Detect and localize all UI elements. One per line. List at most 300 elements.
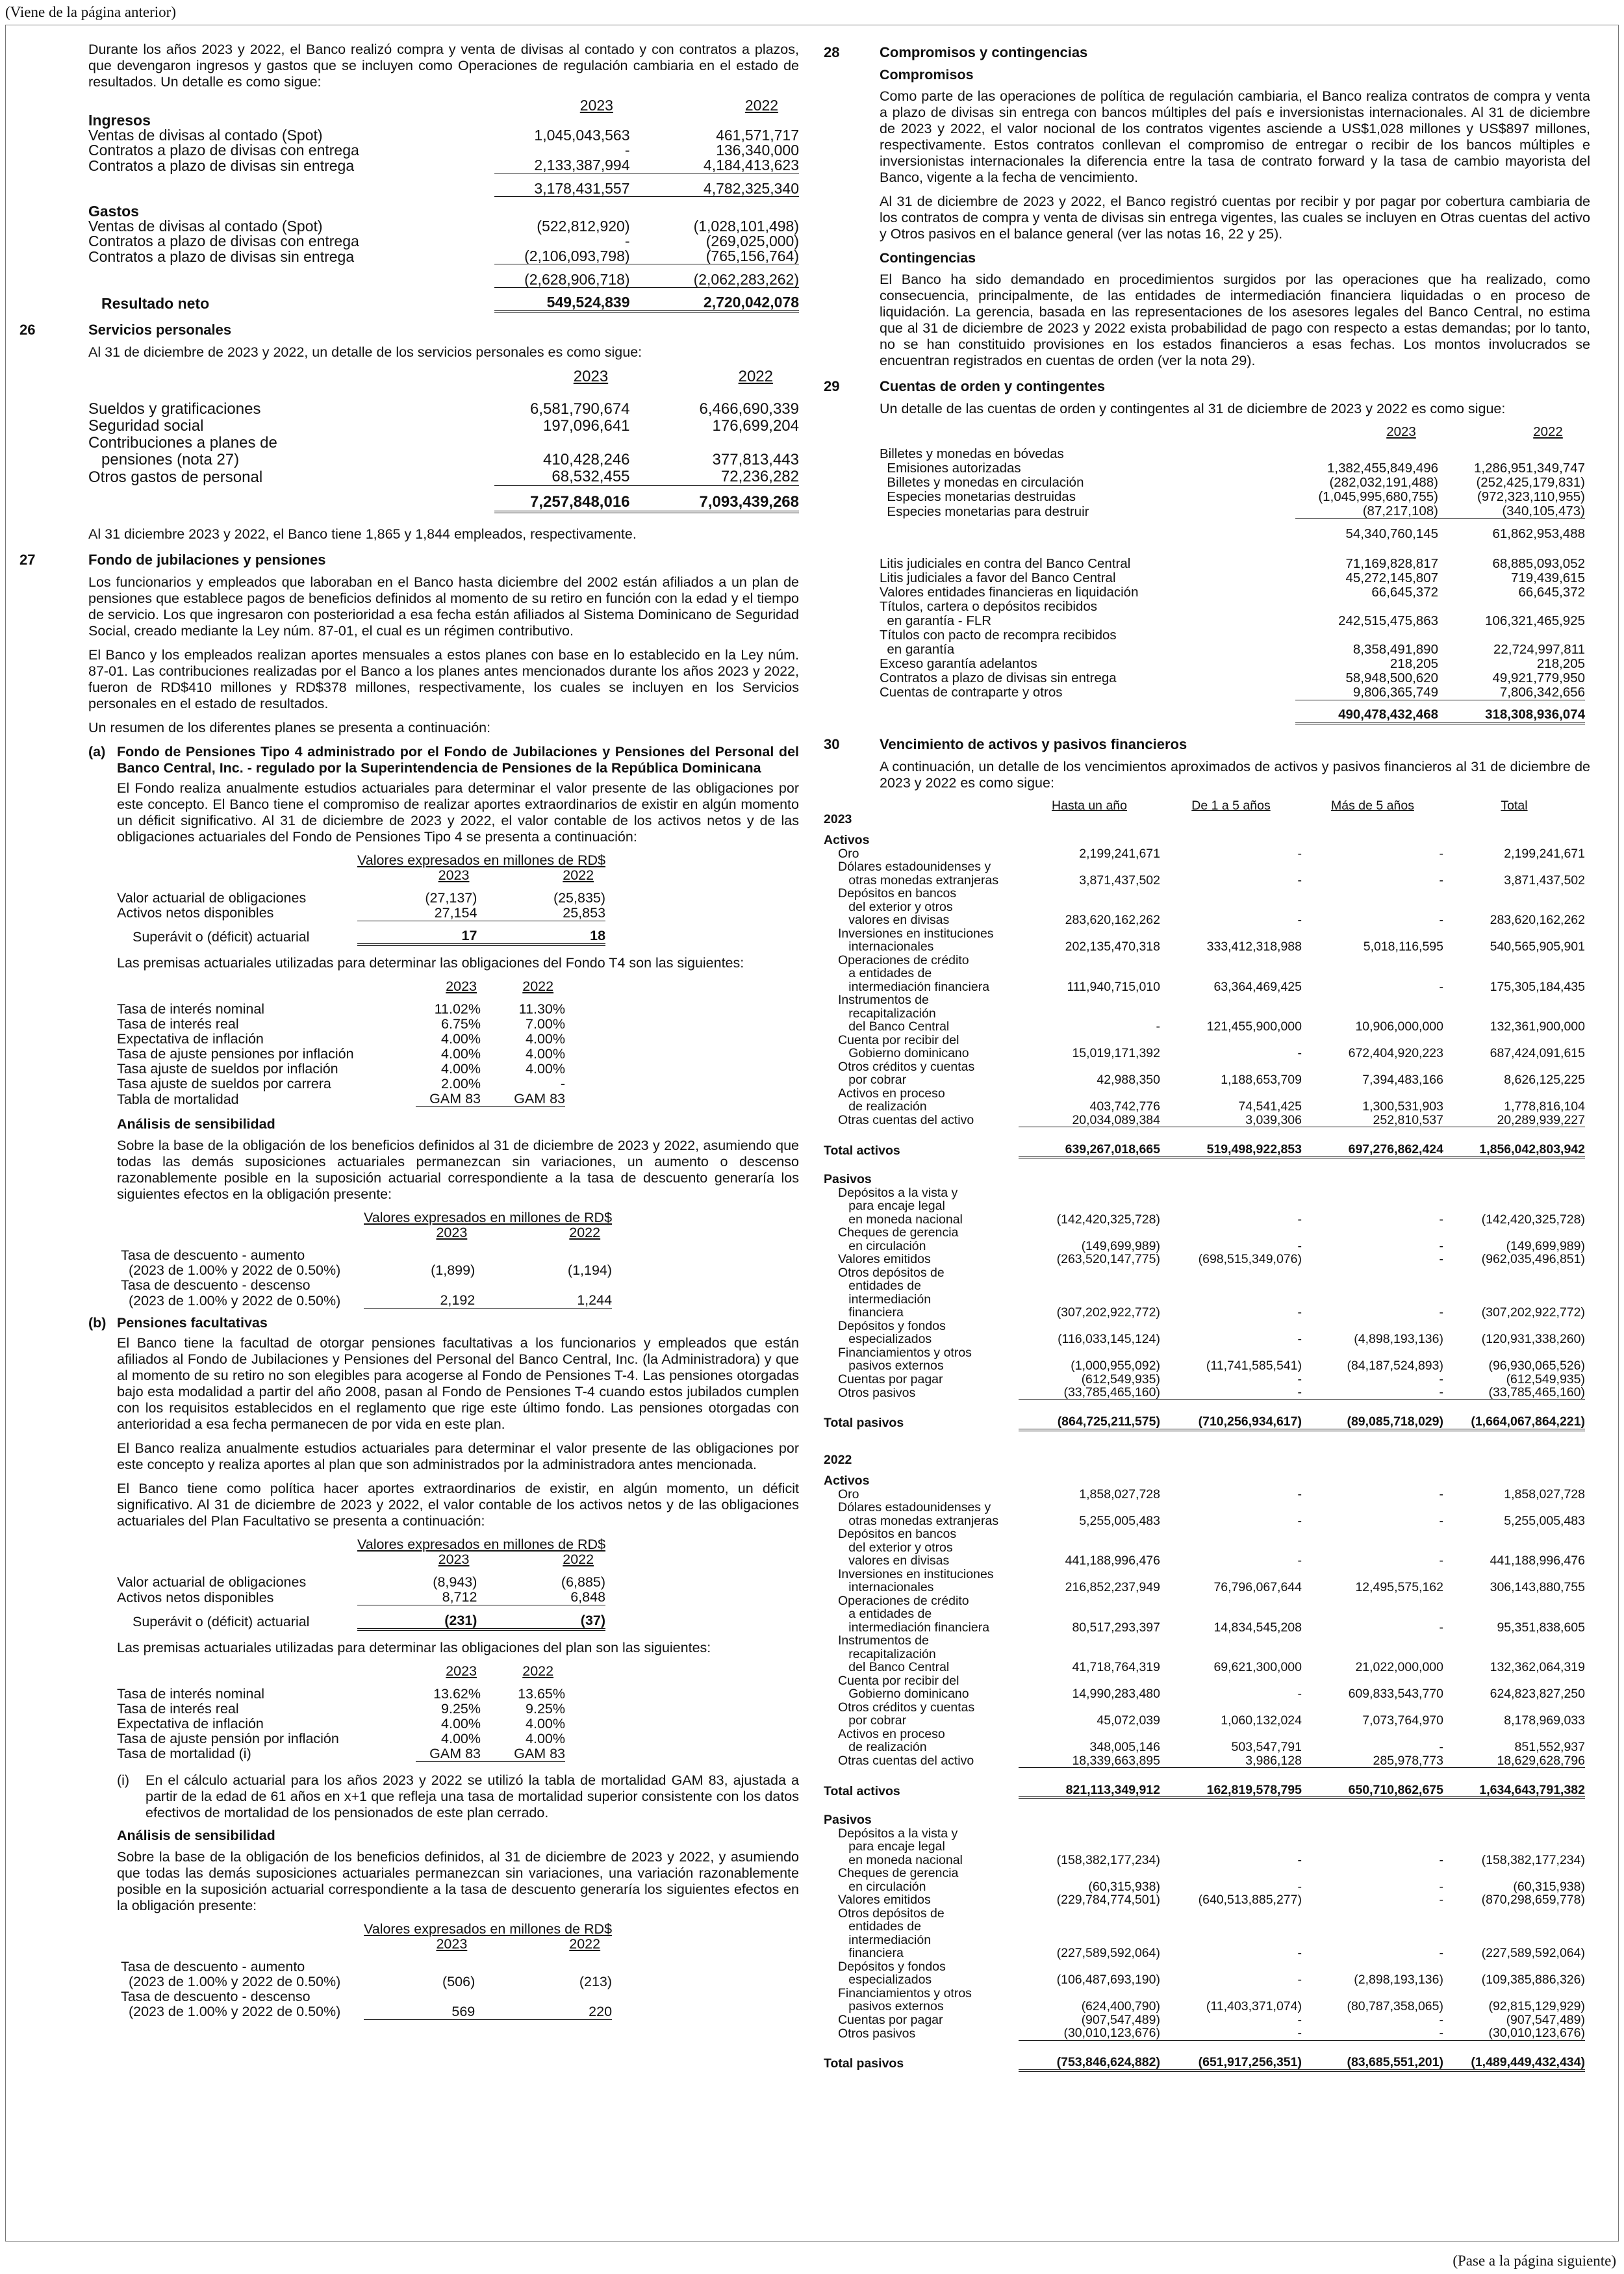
value-cell xyxy=(1019,1960,1160,1974)
table-row: Dólares estadounidenses y xyxy=(824,860,1585,874)
table-row: Operaciones de crédito xyxy=(824,954,1585,967)
left-column xyxy=(19,42,799,2020)
value-cell: 41,718,764,319 xyxy=(1072,1660,1160,1674)
value-cell xyxy=(1302,1987,1443,2000)
value-cell: (60,315,938) xyxy=(1513,1879,1585,1894)
value-cell: 42,988,350 xyxy=(1097,1073,1160,1087)
value-cell xyxy=(1160,1293,1302,1307)
table-row: Gobierno dominicano 14,990,283,480 - 609,833,543,770 624,823,827,250 xyxy=(838,1687,1585,1701)
plan-a-values-table: Valores expresados en millones de RD$ 2023 2022 Valor actuarial de obligaciones (27,137) (25,835) Activos netos disponibles 27,154 25,853 Superávit o (déficit) actuarial 17 18 xyxy=(117,852,606,945)
value-cell: 136,340,000 xyxy=(716,142,799,159)
section-30-heading: 30 Vencimiento de activos y pasivos financieros xyxy=(824,736,1187,752)
value-cell: 5,255,005,483 xyxy=(1504,1513,1585,1528)
value-cell: 4.00% xyxy=(526,1715,565,1731)
intro-paragraph: Durante los años 2023 y 2022, el Banco realizó compra y venta de divisas al contado y con contratos a plazos, que devengaron ingresos y gastos que se incluyen como Operaciones de regulación cambiaria en el estado de resultados. Un detalle es como sigue: xyxy=(88,42,799,90)
value-cell: GAM 83 xyxy=(481,1746,565,1762)
value-cell: 132,362,064,319 xyxy=(1490,1660,1585,1674)
row-label: Tasa de interés real xyxy=(117,1700,239,1717)
table-row: Cuenta por recibir del xyxy=(824,1034,1585,1047)
value-cell: 4.00% xyxy=(441,1061,481,1077)
value-cell: 851,552,937 xyxy=(1514,1740,1585,1754)
value-cell: 1,244 xyxy=(475,1293,612,1309)
value-cell xyxy=(1160,1034,1302,1047)
value-cell xyxy=(1443,1060,1585,1074)
plan-b-p4: Las premisas actuariales utilizadas para determinar las obligaciones del plan son las siguientes: xyxy=(117,1639,711,1655)
total-row: Resultado neto 549,524,839 2,720,042,078 xyxy=(101,294,799,312)
value-cell: 377,813,443 xyxy=(712,451,799,468)
value-cell xyxy=(1019,860,1160,874)
value-cell: - xyxy=(1439,979,1443,994)
value-cell: 403,742,776 xyxy=(1089,1099,1160,1114)
table-row xyxy=(88,468,799,486)
value-cell: 8,358,491,890 xyxy=(1352,641,1438,657)
value-cell: 4,782,325,340 xyxy=(630,181,799,197)
table-row xyxy=(88,249,799,264)
table-row: recapitalización xyxy=(824,1007,1585,1021)
value-cell: GAM 83 xyxy=(481,1092,565,1107)
value-cell: 6,848 xyxy=(477,1590,605,1605)
value-cell: 11.30% xyxy=(518,1001,565,1017)
table-row xyxy=(88,234,799,249)
value-cell: (89,085,718,029) xyxy=(1302,1415,1443,1430)
table-row: Tasa de descuento - aumento xyxy=(117,1248,612,1263)
value-cell: - xyxy=(1439,1620,1443,1635)
value-cell: 6,581,790,674 xyxy=(530,400,630,418)
s28-p1: Como parte de las operaciones de política de regulación cambiaria, el Banco realiza contratos de compra y venta a plazo de divisas sin entrega con bancos múltiples del país e inversionistas internacionales. Al 31 de diciembre de 2023 y 2022, el valor nocional de los contratos vigentes asciende a US$1,028 millones y US$897 millones, respectivamente. Estos contratos conllevan el compromiso de entregar o recibir de los bancos múltiples e inversionistas internacionales la diferencia entre la tasa de contrato forward y la tasa de cambio mayorista del Banco, vigente a la fecha de vencimiento. xyxy=(880,88,1590,185)
value-cell: (30,010,123,676) xyxy=(1019,2026,1160,2040)
value-cell: - xyxy=(1297,1879,1302,1894)
value-cell: - xyxy=(1439,1513,1443,1528)
table-row xyxy=(117,1047,565,1062)
value-cell: - xyxy=(1297,1332,1302,1346)
fx-table: 2023 2022 Ingresos Ventas de divisas al contado (Spot) 1,045,043,563 461,571,717 Contratos a plazo de divisas con entrega - 136,340,000 Contratos a plazo de divisas sin entrega 2,133,387,994 4,184,413,623 3,178,431,557 4,782,325,340 Gastos Ventas de divisas al contado (Spot) (522,812,920) (1,028,101,498) Contratos a plazo de divisas con entrega - (269,025,000) Contratos a plazo de divisas sin entrega (2,106,093,798) (765,156,764) (2,628,906,718) (2,062,283,262) Resultado neto 549,524,839 2,720,042,078 xyxy=(88,97,799,312)
value-cell xyxy=(1019,1648,1160,1661)
value-cell: 8,712 xyxy=(357,1590,477,1605)
value-cell xyxy=(1019,1346,1160,1360)
table-row: en moneda nacional (142,420,325,728) - - (142,420,325,728) xyxy=(838,1212,1585,1227)
value-cell: 17 xyxy=(357,928,477,945)
value-cell: - xyxy=(1297,1046,1302,1060)
value-cell xyxy=(1438,600,1585,614)
value-cell xyxy=(1443,967,1585,980)
value-cell: 216,852,237,949 xyxy=(1065,1580,1160,1594)
value-cell: (1,045,995,680,755) xyxy=(1318,489,1438,504)
value-cell: 111,940,715,010 xyxy=(1067,979,1160,994)
value-cell: 5,255,005,483 xyxy=(1079,1513,1160,1528)
value-cell xyxy=(1160,1226,1302,1240)
value-cell: - xyxy=(1439,2012,1443,2027)
value-cell xyxy=(475,1278,612,1293)
table-row: Gobierno dominicano 15,019,171,392 - 672,404,920,223 687,424,091,615 xyxy=(838,1046,1585,1060)
value-cell: 252,810,537 xyxy=(1302,1114,1443,1127)
value-cell xyxy=(1443,1568,1585,1581)
value-cell xyxy=(1443,993,1585,1007)
value-cell: 69,621,300,000 xyxy=(1213,1660,1302,1674)
value-cell: - xyxy=(1302,1386,1443,1399)
value-cell: 7,257,848,016 xyxy=(494,494,629,512)
value-cell: (231) xyxy=(357,1613,477,1629)
value-cell xyxy=(1443,1199,1585,1213)
table-row: Activos en proceso xyxy=(824,1087,1585,1101)
value-cell xyxy=(1160,1541,1302,1555)
value-cell xyxy=(1302,1674,1443,1688)
plan-b-sensitivity-table: Valores expresados en millones de RD$ 2023 2022 Tasa de descuento - aumento (2023 de 1.00% y 2022 de 0.50%) (506) (213) Tasa de descuento - descenso (2023 de 1.00% y 2022 de 0.50%) 569 220 xyxy=(117,1922,612,2020)
value-cell: 285,978,773 xyxy=(1302,1754,1443,1768)
s29-paragraph: Un detalle de las cuentas de orden y contingentes al 31 de diciembre de 2023 y 2022 es como sigue: xyxy=(880,401,1506,416)
value-cell xyxy=(1302,954,1443,967)
table-row: Depósitos a la vista y xyxy=(824,1186,1585,1200)
value-cell: 8,626,125,225 xyxy=(1504,1073,1585,1087)
value-cell: 2.00% xyxy=(441,1076,481,1092)
value-cell xyxy=(1019,901,1160,914)
value-cell xyxy=(1443,1674,1585,1688)
value-cell: 66,645,372 xyxy=(1371,584,1438,600)
table-row: valores en divisas 283,620,162,262 - - 283,620,162,262 xyxy=(838,913,1585,927)
value-cell: 11.02% xyxy=(434,1001,481,1017)
table-row: Inversiones en instituciones xyxy=(824,927,1585,941)
table-row: por cobrar 45,072,039 1,060,132,024 7,073,764,970 8,178,969,033 xyxy=(838,1713,1585,1728)
value-cell xyxy=(1019,1060,1160,1074)
value-cell: 503,547,791 xyxy=(1231,1740,1302,1754)
value-cell: 15,019,171,392 xyxy=(1072,1046,1160,1060)
value-cell xyxy=(1160,1501,1302,1514)
table-row: Depósitos y fondos xyxy=(824,1960,1585,1974)
value-cell: 175,305,184,435 xyxy=(1490,979,1585,994)
value-cell: 25,853 xyxy=(477,906,605,921)
value-cell: 639,267,018,665 xyxy=(1019,1143,1160,1158)
value-cell: - xyxy=(1439,1893,1443,1907)
value-cell xyxy=(1160,1594,1302,1608)
value-cell: 95,351,838,605 xyxy=(1497,1620,1585,1635)
value-cell xyxy=(1302,927,1443,941)
plan-b-p5: Sobre la base de la obligación de los beneficios definidos, al 31 de diciembre de 2023 y 2022, y asumiendo que todas las demás suposiciones actuariales permanezcan sin variaciones, una variación razonablemente posible en la suposición actuarial correspondiente a la tasa de descuento generaría los siguientes efectos en la obligación presente: xyxy=(117,1848,799,1913)
value-cell: 162,819,578,795 xyxy=(1160,1783,1302,1798)
table-row: en circulación (60,315,938) - - (60,315,938) xyxy=(838,1879,1585,1894)
value-cell: 9,806,365,749 xyxy=(1295,685,1438,700)
row-label: Valores entidades financieras en liquidación xyxy=(880,584,1139,600)
value-cell xyxy=(1019,1594,1160,1608)
value-cell xyxy=(1443,927,1585,941)
table-row: Instrumentos de xyxy=(824,1634,1585,1648)
value-cell: - xyxy=(1439,913,1443,927)
value-cell: 490,478,432,468 xyxy=(1295,708,1438,723)
value-cell: 687,424,091,615 xyxy=(1490,1046,1585,1060)
table-row xyxy=(880,571,1585,585)
value-cell: 283,620,162,262 xyxy=(1490,913,1585,927)
value-cell: 7,073,764,970 xyxy=(1362,1713,1443,1728)
table-row xyxy=(880,643,1585,657)
value-cell: (252,425,179,831) xyxy=(1476,475,1585,490)
value-cell: - xyxy=(1439,1946,1443,1960)
table-row: Otros créditos y cuentas xyxy=(824,1060,1585,1074)
value-cell xyxy=(1302,1867,1443,1880)
table-row: Dólares estadounidenses y xyxy=(824,1501,1585,1514)
value-cell: 1,300,531,903 xyxy=(1362,1099,1443,1114)
value-cell: 121,455,900,000 xyxy=(1206,1019,1302,1034)
value-cell xyxy=(1019,1087,1160,1101)
value-cell xyxy=(1438,628,1585,643)
value-cell: - xyxy=(1439,1487,1443,1501)
value-cell xyxy=(1443,1541,1585,1555)
row-label: Contribuciones a planes de xyxy=(88,434,277,452)
value-cell xyxy=(1019,993,1160,1007)
table-row: otras monedas extranjeras 5,255,005,483 - - 5,255,005,483 xyxy=(838,1513,1585,1528)
table-row: Otras cuentas del activo 18,339,663,895 3,986,128 285,978,773 18,629,628,796 xyxy=(838,1753,1585,1768)
value-cell xyxy=(1302,1501,1443,1514)
value-cell: (27,137) xyxy=(425,889,477,906)
value-cell: 4.00% xyxy=(526,1061,565,1077)
table-row: de realización 403,742,776 74,541,425 1,300,531,903 1,778,816,104 xyxy=(838,1099,1585,1114)
row-label: Tasa de interés real xyxy=(117,1016,239,1032)
plan-a-p2: Las premisas actuariales utilizadas para determinar las obligaciones del Fondo T4 son las siguientes: xyxy=(117,955,744,971)
value-cell xyxy=(1160,1527,1302,1541)
value-cell: 7,806,342,656 xyxy=(1438,685,1585,700)
table-row: pasivos externos (624,400,790) (11,403,371,074) (80,787,358,065) (92,815,129,929) xyxy=(838,1999,1585,2013)
row-label: Tabla de mortalidad xyxy=(117,1091,239,1107)
value-cell: - xyxy=(1297,1487,1302,1501)
row-label: Exceso garantía adelantos xyxy=(880,656,1037,671)
row-label: Contratos a plazo de divisas con entrega xyxy=(88,142,359,159)
value-cell xyxy=(1443,1701,1585,1715)
value-cell: 569 xyxy=(364,2004,475,2020)
value-cell xyxy=(1019,1867,1160,1880)
table-row: otras monedas extranjeras 3,871,437,502 - - 3,871,437,502 xyxy=(838,873,1585,888)
table-row: Depósitos y fondos xyxy=(824,1320,1585,1333)
value-cell: 672,404,920,223 xyxy=(1348,1046,1443,1060)
value-cell xyxy=(1302,1320,1443,1333)
value-cell xyxy=(1160,1701,1302,1715)
table-row xyxy=(880,490,1585,504)
value-cell xyxy=(1302,1607,1443,1621)
value-cell: (11,403,371,074) xyxy=(1206,1999,1302,2013)
value-cell xyxy=(1019,1527,1160,1541)
value-cell xyxy=(1160,1728,1302,1741)
s26-paragraph: Al 31 de diciembre de 2023 y 2022, un detalle de los servicios personales es como sigue: xyxy=(88,344,642,360)
value-cell: (972,323,110,955) xyxy=(1477,489,1585,504)
value-cell: (227,589,592,064) xyxy=(1056,1946,1160,1960)
value-cell: 4.00% xyxy=(441,1046,481,1062)
table-row xyxy=(880,476,1585,490)
value-cell: 71,169,828,817 xyxy=(1345,556,1438,571)
value-cell: 2,133,387,994 xyxy=(494,158,629,173)
table-row: del exterior y otros xyxy=(824,901,1585,914)
table-row xyxy=(880,461,1585,476)
value-cell: 45,072,039 xyxy=(1097,1713,1160,1728)
value-cell: (1,028,101,498) xyxy=(693,218,799,235)
plan-a-p1: El Fondo realiza anualmente estudios actuariales para determinar el valor presente de las obligaciones por este concepto. El Banco tiene el compromiso de realizar aportes extraordinarios de existir en algún momento un déficit significativo. Al 31 de diciembre de 2023 y 2022, el valor contable de los activos netos y de las obligaciones actuariales del Fondo de Pensiones Tipo 4 se presenta a continuación: xyxy=(117,780,799,845)
value-cell xyxy=(1019,1634,1160,1648)
value-cell: 12,495,575,162 xyxy=(1355,1580,1443,1594)
memorandum-accounts-table: 2023 2022 Billetes y monedas en bóvedas Emisiones autorizadas 1,382,455,849,496 1,286,951,349,747 Billetes y monedas en circulación (282,032,191,488) (252,425,179,831) Especies monetarias destruidas (1,045,995,680,755) (972,323,110,955) Especies monetarias para destruir (87,217,108) (340,105,473) 54,340,760,145 61,862,953,488 Litis judiciales en contra del Banco Central 71,169,828,817 68,885,093,052 Litis judiciales a favor del Banco Central 45,272,145,807 719,439,615 Valores entidades financieras en liquidación 66,645,372 66,645,372 Títulos, cartera o depósitos recibidos en garantía - FLR 242,515,475,863 106,321,465,925 Títulos con pacto de recompra recibidos en garantía 8,358,491,890 22,724,997,811 Exceso garantía adelantos 218,205 218,205 Contratos a plazo de divisas sin entrega 58,948,500,620 49,921,779,950 Cuentas de contraparte y otros 9,806,365,749 7,806,342,656 490,478,432,468 318,308,936,074 xyxy=(880,424,1585,722)
value-cell xyxy=(1443,1226,1585,1240)
value-cell xyxy=(1302,1034,1443,1047)
table-row xyxy=(117,891,605,906)
table-row xyxy=(88,418,799,435)
table-row xyxy=(117,1062,565,1077)
plan-b-p3: El Banco tiene como política hacer aportes extraordinarios de existir, en algún momento, un déficit significativo. Al 31 de diciembre de 2023 y 2022, el valor contable de los activos netos y de las obligaciones actuariales del Plan Facultativo se presenta a continuación: xyxy=(117,1481,799,1529)
value-cell: 4.00% xyxy=(441,1031,481,1047)
table-row: del exterior y otros xyxy=(824,1541,1585,1555)
value-cell xyxy=(1160,1346,1302,1360)
value-cell: (120,931,338,260) xyxy=(1481,1332,1585,1346)
table-row xyxy=(88,143,799,158)
value-cell: 283,620,162,262 xyxy=(1065,913,1160,927)
value-cell: (229,784,774,501) xyxy=(1056,1893,1160,1907)
value-cell: 13.65% xyxy=(518,1685,565,1702)
value-cell xyxy=(1302,1728,1443,1741)
value-cell xyxy=(1160,1867,1302,1880)
total-row: Total activos 639,267,018,665 519,498,922,853 697,276,862,424 1,856,042,803,942 xyxy=(824,1142,1585,1158)
value-cell xyxy=(1160,901,1302,914)
value-cell xyxy=(1160,1907,1302,1921)
value-cell: 18,629,628,796 xyxy=(1443,1754,1585,1768)
value-cell xyxy=(1302,860,1443,874)
table-row xyxy=(880,557,1585,571)
value-cell: 218,205 xyxy=(1389,656,1438,671)
value-cell xyxy=(1019,1199,1160,1213)
table-row: pasivos externos (1,000,955,092) (11,741,585,541) (84,187,524,893) (96,930,065,526) xyxy=(838,1359,1585,1373)
table-row: especializados (116,033,145,124) - (4,898,193,136) (120,931,338,260) xyxy=(838,1332,1585,1346)
row-label: Expectativa de inflación xyxy=(117,1031,264,1047)
value-cell: 1,858,027,728 xyxy=(1079,1487,1160,1501)
row-label: Tasa de mortalidad (i) xyxy=(117,1746,251,1761)
table-row: Activos en proceso xyxy=(824,1728,1585,1741)
value-cell xyxy=(1443,1527,1585,1541)
table-row: Cuentas por pagar (907,547,489) - - (907,547,489) xyxy=(838,2012,1585,2027)
commitments-title: Compromisos xyxy=(880,67,974,83)
value-cell: (149,699,989) xyxy=(1506,1238,1585,1253)
value-cell xyxy=(1019,1827,1160,1841)
value-cell: (84,187,524,893) xyxy=(1347,1359,1443,1373)
value-cell xyxy=(1160,860,1302,874)
value-cell: 7,394,483,166 xyxy=(1362,1073,1443,1087)
value-cell: 609,833,543,770 xyxy=(1348,1687,1443,1701)
value-cell: 27,154 xyxy=(357,906,477,921)
value-cell xyxy=(1019,967,1160,980)
table-row: Tasa de descuento - descenso xyxy=(117,1989,612,2004)
table-row xyxy=(880,657,1585,671)
total-row: Superávit o (déficit) actuarial 17 18 xyxy=(133,928,606,945)
value-cell xyxy=(1160,1934,1302,1947)
plan-a-sensitivity-title: Análisis de sensibilidad xyxy=(117,1116,275,1132)
value-cell: (907,547,489) xyxy=(1081,2012,1160,2027)
value-cell: - xyxy=(1439,1372,1443,1386)
table-row xyxy=(88,272,799,288)
value-cell: (907,547,489) xyxy=(1506,2012,1585,2027)
table-row xyxy=(88,401,799,418)
row-label: Tasa de ajuste pensión por inflación xyxy=(117,1730,339,1746)
value-cell: (96,930,065,526) xyxy=(1488,1359,1585,1373)
value-cell: 4.00% xyxy=(526,1730,565,1746)
row-label: Tasa ajuste de sueldos por carrera xyxy=(117,1076,331,1092)
row-label: Sueldos y gratificaciones xyxy=(88,400,261,418)
value-cell: 4,184,413,623 xyxy=(630,158,799,173)
value-cell: - xyxy=(1297,1372,1302,1386)
table-row: (2023 de 1.00% y 2022 de 0.50%) (506) (213) xyxy=(121,1973,613,1989)
table-row xyxy=(880,504,1585,519)
value-cell: - xyxy=(1439,1879,1443,1894)
row-label: Billetes y monedas en circulación xyxy=(880,475,1084,490)
value-cell: (263,520,147,775) xyxy=(1056,1252,1160,1266)
value-cell xyxy=(1302,1226,1443,1240)
value-cell: (2,106,093,798) xyxy=(494,249,629,264)
total-row xyxy=(880,708,1585,723)
value-cell: - xyxy=(1297,1238,1302,1253)
value-cell xyxy=(364,1248,475,1263)
value-cell: 624,823,827,250 xyxy=(1490,1687,1585,1701)
value-cell xyxy=(1160,954,1302,967)
value-cell xyxy=(1302,1087,1443,1101)
table-row: especializados (106,487,693,190) - (2,898,193,136) (109,385,886,326) xyxy=(838,1973,1585,1987)
value-cell xyxy=(1443,1501,1585,1514)
value-cell: 74,541,425 xyxy=(1238,1099,1302,1114)
table-row: Financiamientos y otros xyxy=(824,1987,1585,2000)
value-cell: (340,105,473) xyxy=(1438,504,1585,519)
value-cell: (307,202,922,772) xyxy=(1481,1305,1585,1320)
value-cell: - xyxy=(1297,1973,1302,1987)
value-cell xyxy=(1019,1186,1160,1200)
value-cell: - xyxy=(1302,2026,1443,2040)
value-cell xyxy=(1160,1320,1302,1333)
value-cell: 1,858,027,728 xyxy=(1504,1487,1585,1501)
right-column xyxy=(824,42,1590,2094)
table-row: intermediación xyxy=(824,1293,1585,1307)
value-cell: - xyxy=(1439,873,1443,888)
page-header: (Viene de la página anterior) xyxy=(5,4,176,20)
s28-p2: Al 31 de diciembre de 2023 y 2022, el Banco registró cuentas por recibir y por pagar por cobertura cambiaria de los contratos de compra y venta de divisas sin entrega vigentes, las cuales se incluyen en Otras cuentas del activo y Otros pasivos en el balance general (ver las notas 16, 22 y 25). xyxy=(880,194,1590,242)
plan-b-p1: El Banco tiene la facultad de otorgar pensiones facultativas a los funcionarios y empleados que están afiliados al Fondo de Jubilaciones y Pensiones del Personal del Banco Central, Inc. (la Administradora) y que al momento de su retiro no son elegibles para acogerse al Fondo de Pensiones T-4. Las pensiones otorgadas bajo esta modalidad a partir del año 2008, pasan al Fondo de Pensiones T-4 cuando estos jubilados cumplen con los requisitos establecidos en el reglamento que rige este último fondo. Las pensiones otorgadas con anterioridad a esa fecha permanecen de por vida en este plan. xyxy=(117,1335,799,1432)
value-cell: 1,778,816,104 xyxy=(1504,1099,1585,1114)
value-cell xyxy=(1160,887,1302,901)
value-cell xyxy=(1160,1960,1302,1974)
row-label: pensiones (nota 27) xyxy=(88,451,240,468)
value-cell: (33,785,465,160) xyxy=(1443,1386,1585,1399)
value-cell: 3,178,431,557 xyxy=(494,181,629,197)
value-cell: 14,990,283,480 xyxy=(1072,1687,1160,1701)
value-cell xyxy=(1302,1634,1443,1648)
table-row: Cuentas por pagar (612,549,935) - - (612,549,935) xyxy=(838,1372,1585,1386)
value-cell xyxy=(1160,1060,1302,1074)
value-cell: - xyxy=(1297,1687,1302,1701)
table-row: Otros depósitos de xyxy=(824,1907,1585,1921)
table-row: Depósitos en bancos xyxy=(824,887,1585,901)
value-cell xyxy=(1302,1541,1443,1555)
value-cell: (307,202,922,772) xyxy=(1056,1305,1160,1320)
table-row xyxy=(88,435,799,452)
plan-b-sensitivity-title: Análisis de sensibilidad xyxy=(117,1827,275,1843)
value-cell: - xyxy=(1156,1019,1160,1034)
table-row: Otras cuentas del activo 20,034,089,384 3,039,306 252,810,537 20,289,939,227 xyxy=(838,1112,1585,1127)
value-cell xyxy=(1019,927,1160,941)
value-cell: (612,549,935) xyxy=(1081,1372,1160,1386)
value-cell xyxy=(1295,628,1438,643)
value-cell xyxy=(1302,1266,1443,1280)
value-cell: 20,289,939,227 xyxy=(1443,1114,1585,1127)
value-cell: - xyxy=(1297,1553,1302,1568)
table-row: Financiamientos y otros xyxy=(824,1346,1585,1360)
value-cell: 4.00% xyxy=(441,1715,481,1731)
table-row: a entidades de xyxy=(824,1607,1585,1621)
col-header: Hasta un año xyxy=(1051,798,1127,813)
table-row: internacionales 202,135,470,318 333,412,318,988 5,018,116,595 540,565,905,901 xyxy=(838,939,1585,954)
value-cell: 3,039,306 xyxy=(1160,1114,1302,1127)
row-label: Títulos con pacto de recompra recibidos xyxy=(880,627,1117,643)
value-cell xyxy=(1443,1867,1585,1880)
value-cell: 3,871,437,502 xyxy=(1079,873,1160,888)
value-cell xyxy=(1443,1320,1585,1333)
table-row xyxy=(117,906,605,921)
table-row: Otros créditos y cuentas xyxy=(824,1701,1585,1715)
